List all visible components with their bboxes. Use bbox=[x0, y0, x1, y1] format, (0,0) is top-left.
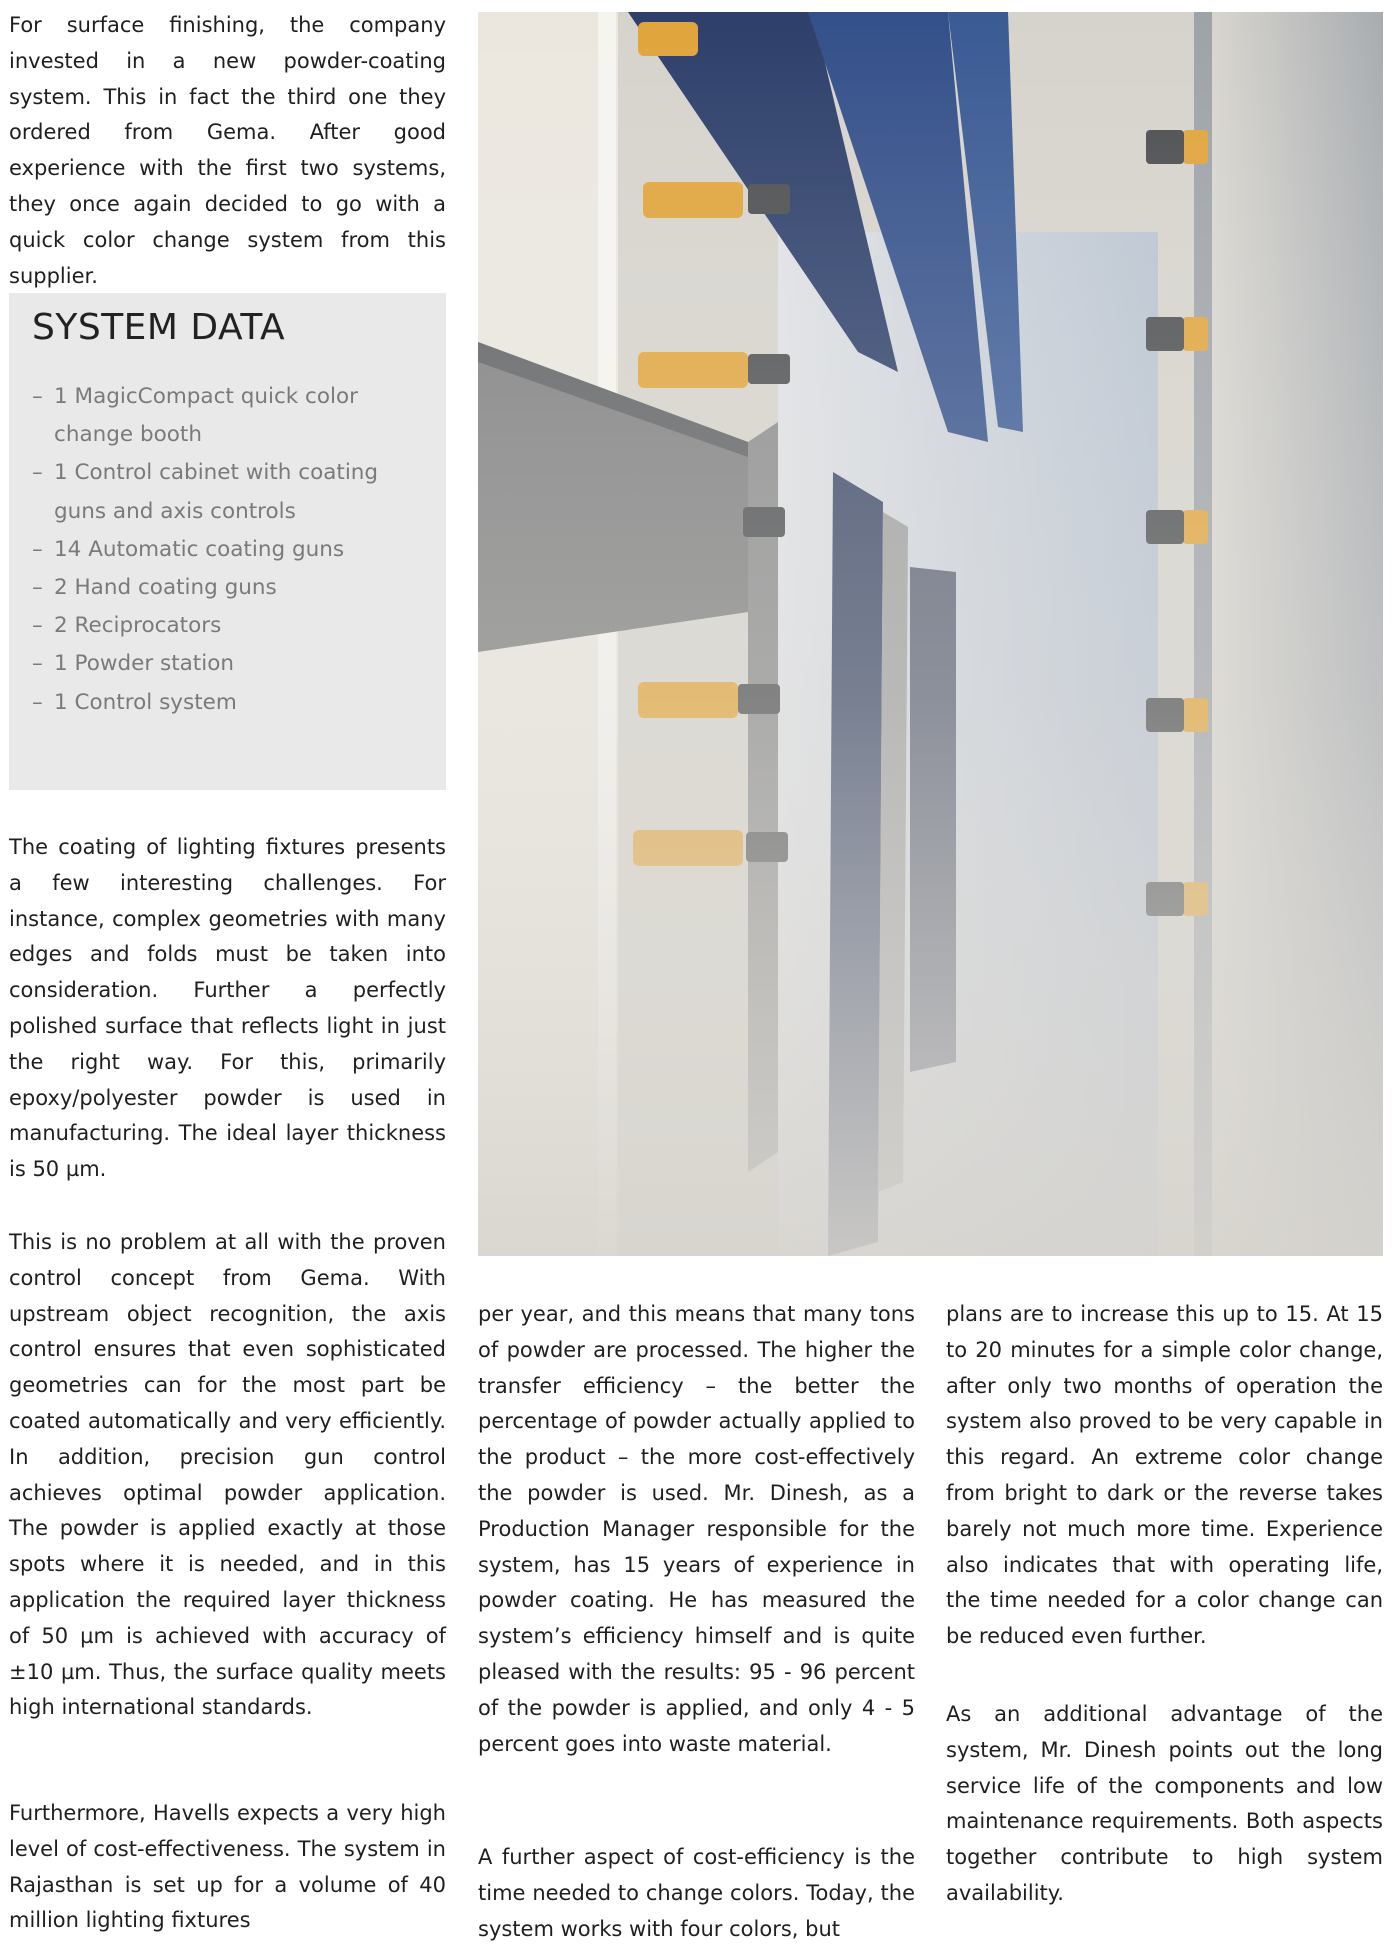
system-data-title: SYSTEM DATA bbox=[32, 307, 286, 348]
coating-booth-photo bbox=[478, 12, 1383, 1256]
list-item: – 2 Reciprocators bbox=[32, 613, 222, 639]
list-item: – 2 Hand coating guns bbox=[32, 575, 277, 601]
list-item: – 1 Powder station bbox=[32, 651, 234, 677]
system-data-list bbox=[32, 378, 432, 722]
color-change-paragraph-continued: plans are to increase this up to 15. At 15 to 20 minutes for a simple color change, after only two months of operation the system also proved to be very capable in this regard. An extreme color change from bright to dark or the reverse takes barely not much more time. Experience also indicates that with operating life, the time needed for a color change can be reduced even further. bbox=[946, 1302, 1383, 1649]
system-data-box bbox=[9, 293, 446, 790]
list-item: – 1 MagicCompact quick color change booth bbox=[32, 384, 358, 448]
control-paragraph: This is no problem at all with the proven control concept from Gema. With upstream object recognition, the axis control ensures that even sophisticated geometries can for the most part be coated automatically and very efficiently. In addition, precision gun control achieves optimal powder application. The powder is applied exactly at those spots where it is needed, and in this application the required layer thickness of 50 µm is achieved with accuracy of ±10 µm. Thus, the surface quality meets high international standards. bbox=[9, 1230, 446, 1720]
intro-paragraph: For surface finishing, the company invested in a new powder-coating system. This in fact the third one they ordered from Gema. After good experience with the first two systems, they once again decided to go with a quick color change system from this supplier. bbox=[9, 13, 446, 288]
advantage-paragraph: As an additional advantage of the system, Mr. Dinesh points out the long service life of the components and low maintenance requirements. Both aspects together contribute to high system availability. bbox=[946, 1702, 1383, 1905]
list-item: – 1 Control system bbox=[32, 689, 237, 715]
list-item: – 14 Automatic coating guns bbox=[32, 536, 345, 562]
cost-paragraph-continued: per year, and this means that many tons of powder are processed. The higher the transfer efficiency – the better the percentage of powder actually applied to the product – the more cost-effectively the powder is used. Mr. Dinesh, as a Production Manager responsible for the system, has 15 years of experience in powder coating. He has measured the system’s efficiency himself and is quite pleased with the results: 95 - 96 percent of the powder is applied, and only 4 - 5 percent goes into waste material. bbox=[478, 1302, 915, 1756]
challenges-paragraph: The coating of lighting fixtures presents a few interesting challenges. For instance, complex geometries with many edges and folds must be taken into consideration. Further a perfectly polished surface that reflects light in just the right way. For this, primarily epoxy/polyester powder is used in manufacturing. The ideal layer thickness is 50 µm. bbox=[9, 835, 446, 1182]
color-change-paragraph-start: A further aspect of cost-efficiency is the time needed to change colors. Today, the system works with four colors, but bbox=[478, 1845, 915, 1941]
list-item: – 1 Control cabinet with coating guns and axis controls bbox=[32, 460, 379, 524]
cost-paragraph-start: Furthermore, Havells expects a very high level of cost-effectiveness. The system in Rajasthan is set up for a volume of 40 million lighting fixtures bbox=[9, 1801, 446, 1933]
